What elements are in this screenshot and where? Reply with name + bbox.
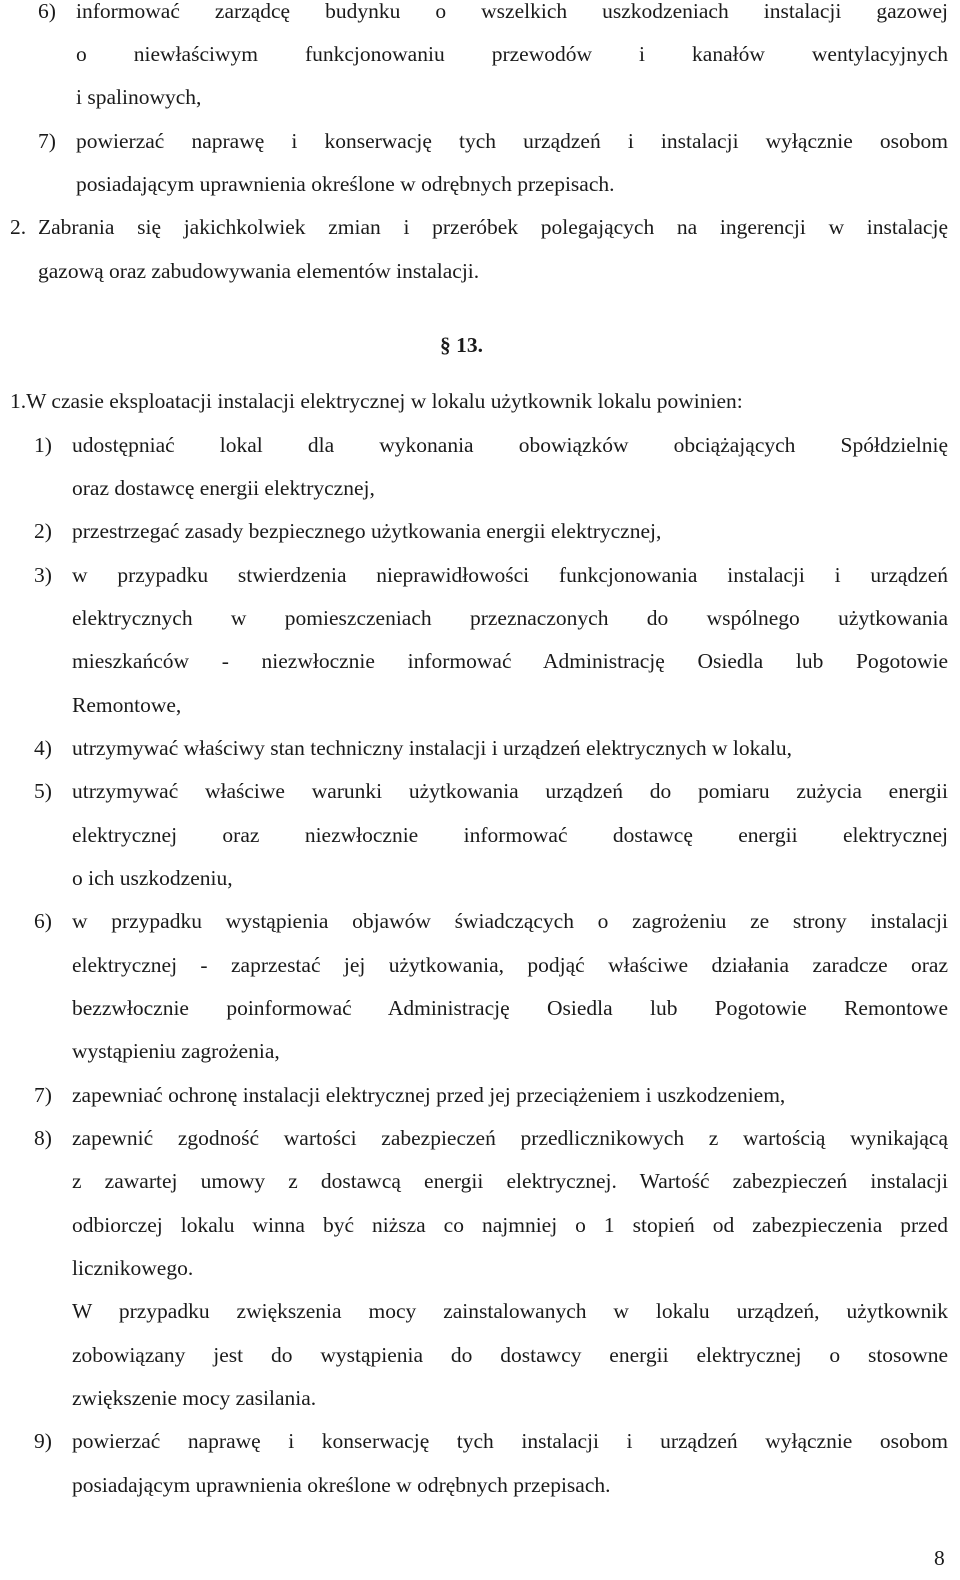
item-number: 4) [34, 736, 52, 760]
item-line: wystąpieniu zagrożenia, [72, 1039, 280, 1063]
paragraph-line: gazową oraz zabudowywania elementów instalacji. [38, 259, 480, 283]
item-number: 9) [34, 1429, 52, 1453]
item-number: 1) [34, 433, 52, 457]
item-line: z zawartej umowy z dostawcą energii elektrycznej. Wartość zabezpieczeń instalacji [72, 1169, 948, 1193]
paragraph-line: posiadającym uprawnienia określone w odrębnych przepisach. [76, 172, 615, 196]
item-number: 6) [38, 0, 56, 23]
item-line: odbiorczej lokalu winna być niższa co najmniej o 1 stopień od zabezpieczenia przed [72, 1213, 948, 1237]
item-line: zapewnić zgodność wartości zabezpieczeń przedlicznikowych z wartością wynikającą [72, 1126, 948, 1150]
item-line: powierzać naprawę i konserwację tych instalacji i urządzeń wyłącznie osobom [72, 1429, 948, 1453]
paragraph-line: powierzać naprawę i konserwację tych urządzeń i instalacji wyłącznie osobom [76, 129, 948, 153]
section-intro: 1.W czasie eksploatacji instalacji elektrycznej w lokalu użytkownik lokalu powinien: [10, 389, 743, 413]
item-line: Remontowe, [72, 693, 182, 717]
item-line: utrzymywać właściwy stan techniczny instalacji i urządzeń elektrycznych w lokalu, [72, 736, 792, 760]
item-line: elektrycznej oraz niezwłocznie informować dostawcę energii elektrycznej [72, 823, 948, 847]
paragraph-line: Zabrania się jakichkolwiek zmian i przeróbek polegających na ingerencji w instalację [38, 215, 948, 239]
paragraph-number: 2. [10, 215, 27, 239]
item-line: W przypadku zwiększenia mocy zainstalowanych w lokalu urządzeń, użytkownik [72, 1299, 948, 1323]
item-number: 7) [38, 129, 56, 153]
item-line: elektrycznej - zaprzestać jej użytkowania, podjąć właściwe działania zaradcze oraz [72, 953, 948, 977]
item-line: udostępniać lokal dla wykonania obowiązków obciążających Spółdzielnię [72, 433, 948, 457]
item-number: 2) [34, 519, 52, 543]
item-line: mieszkańców - niezwłocznie informować Administrację Osiedla lub Pogotowie [72, 649, 948, 673]
item-line: utrzymywać właściwe warunki użytkowania urządzeń do pomiaru zużycia energii [72, 779, 948, 803]
item-line: o ich uszkodzeniu, [72, 866, 233, 890]
item-number: 5) [34, 779, 52, 803]
paragraph-line: informować zarządcę budynku o wszelkich uszkodzeniach instalacji gazowej [76, 0, 948, 23]
item-line: posiadającym uprawnienia określone w odrębnych przepisach. [72, 1473, 611, 1497]
item-line: zwiększenie mocy zasilania. [72, 1386, 317, 1410]
page-number: 8 [934, 1546, 945, 1570]
paragraph-line: i spalinowych, [76, 85, 202, 109]
item-line: w przypadku wystąpienia objawów świadczących o zagrożeniu ze strony instalacji [72, 909, 948, 933]
item-line: licznikowego. [72, 1256, 194, 1280]
item-line: oraz dostawcę energii elektrycznej, [72, 476, 375, 500]
item-line: bezzwłocznie poinformować Administrację Osiedla lub Pogotowie Remontowe [72, 996, 948, 1020]
item-line: przestrzegać zasady bezpiecznego użytkowania energii elektrycznej, [72, 519, 662, 543]
item-line: zobowiązany jest do wystąpienia do dostawcy energii elektrycznej o stosowne [72, 1343, 948, 1367]
section-heading: § 13. [440, 333, 483, 357]
item-line: w przypadku stwierdzenia nieprawidłowości funkcjonowania instalacji i urządzeń [72, 563, 948, 587]
item-number: 6) [34, 909, 52, 933]
item-line: elektrycznych w pomieszczeniach przeznaczonych do wspólnego użytkowania [72, 606, 948, 630]
item-number: 7) [34, 1083, 52, 1107]
item-line: zapewniać ochronę instalacji elektrycznej przed jej przeciążeniem i uszkodzeniem, [72, 1083, 786, 1107]
paragraph-line: o niewłaściwym funkcjonowaniu przewodów i kanałów wentylacyjnych [76, 42, 948, 66]
item-number: 8) [34, 1126, 52, 1150]
item-number: 3) [34, 563, 52, 587]
